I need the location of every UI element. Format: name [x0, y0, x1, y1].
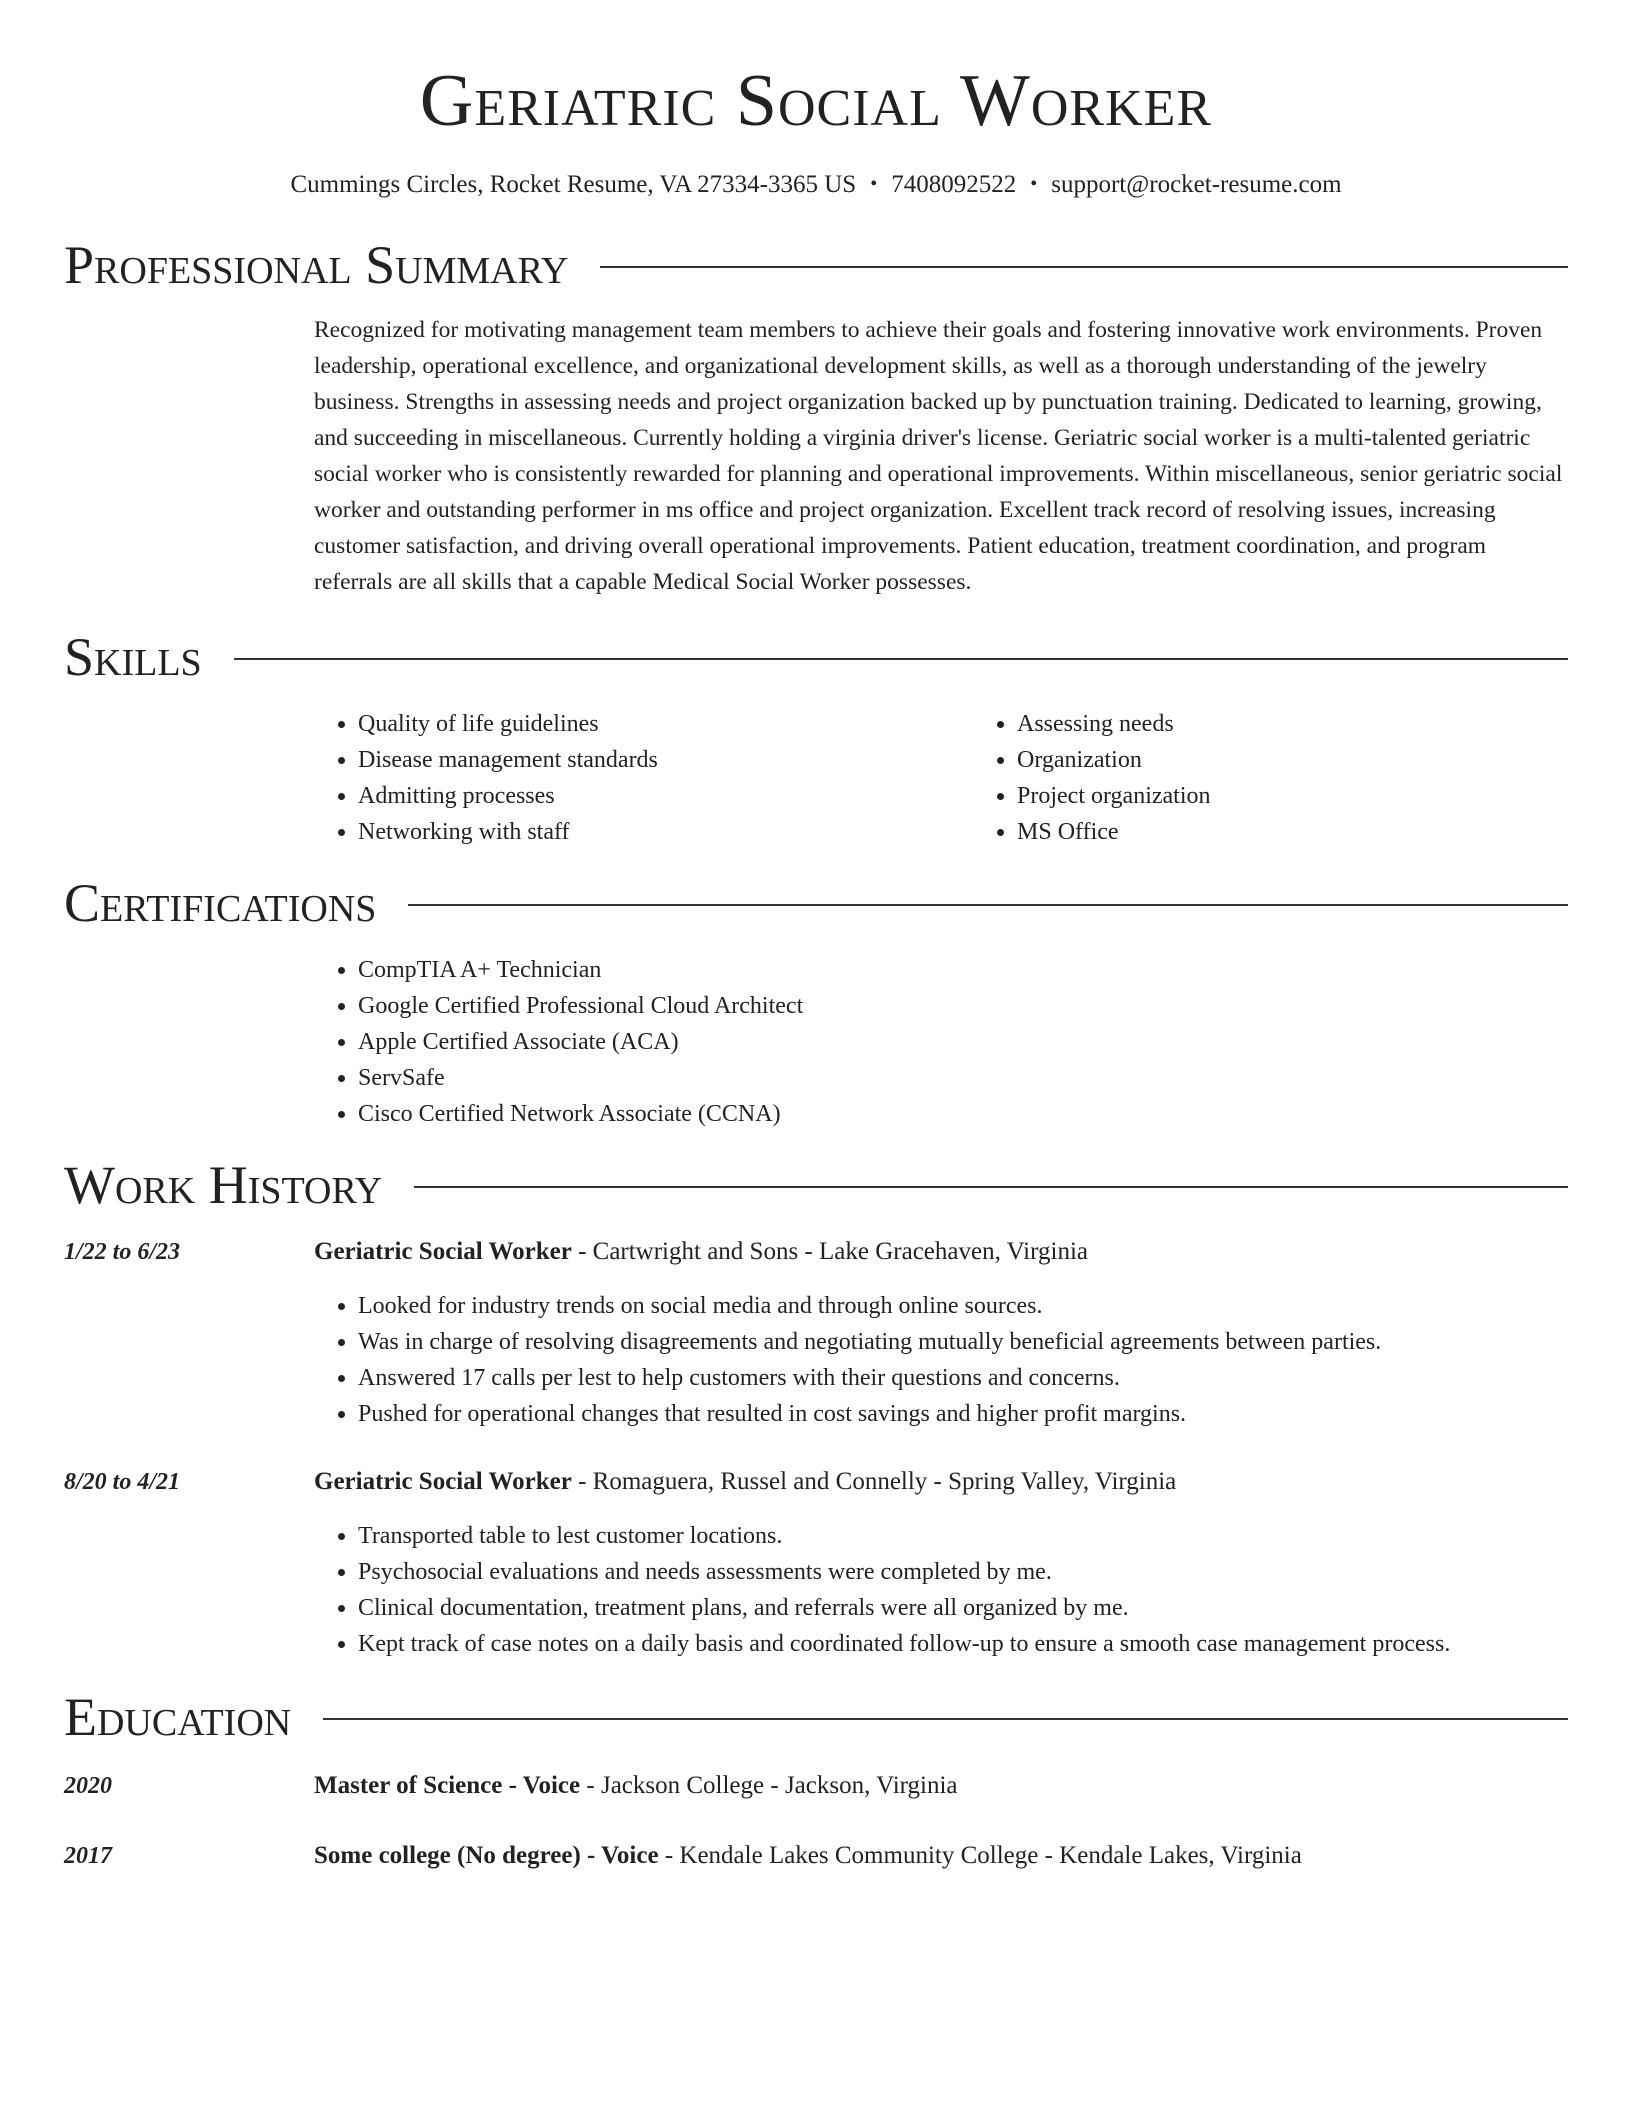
skill-item: • Quality of life guidelines [358, 706, 973, 742]
education-degree: Some college (No degree) - Voice [314, 1842, 659, 1869]
contact-phone: 7408092522 [891, 171, 1017, 198]
section-divider [408, 904, 1568, 906]
contact-separator: • [1030, 173, 1038, 195]
summary-text: Recognized for motivating management team members to achieve their goals and fostering innovative work environments. Proven leadership, operational excellence, and organizational development skills, as well as a thorough understanding of the jewelry business. Strengths in assessing needs and project organization backed up by punctuation training. Dedicated to learning, growing, and succeeding in miscellaneous. Currently holding a virginia driver's license. Geriatric social worker is a multi-talented geriatric social worker who is consistently rewarded for planning and operational improvements. Within miscellaneous, senior geriatric social worker and outstanding performer in ms office and project organization. Excellent track record of resolving issues, increasing customer satisfaction, and driving overall operational improvements. Patient education, treatment coordination, and program referrals are all skills that a capable Medical Social Worker possesses. [314, 317, 1563, 595]
skills-heading: Skills [64, 627, 202, 687]
job-bullet: • Kept track of case notes on a daily basis and coordinated follow-up to ensure a smooth case management process. [358, 1626, 1568, 1662]
certification-item: • CompTIA A+ Technician [358, 952, 1568, 988]
skill-item: • Admitting processes [358, 778, 973, 814]
candidate-name: Geriatric Social Worker [419, 60, 1213, 142]
education-entry [64, 1768, 1568, 1804]
certifications-heading: Certifications [64, 873, 377, 933]
skills-column-right [973, 706, 1211, 850]
education-school-location: - Kendale Lakes Community College - Kendale Lakes, Virginia [658, 1842, 1302, 1869]
job-entry-header [64, 1464, 1568, 1500]
certification-item: • Apple Certified Associate (ACA) [358, 1024, 1568, 1060]
education-year: 2020 [64, 1773, 112, 1799]
job-bullet: • Pushed for operational changes that resulted in cost savings and higher profit margins. [358, 1396, 1568, 1432]
job-bullet: • Looked for industry trends on social media and through online sources. [358, 1288, 1568, 1324]
job-title: Geriatric Social Worker [314, 1468, 572, 1495]
work-history-section-header [64, 1155, 1568, 1215]
education-heading-line [314, 1768, 958, 1804]
summary-heading: Professional Summary [64, 235, 569, 295]
skills-column-left [314, 706, 973, 850]
job-bullet: • Transported table to lest customer locations. [358, 1518, 1568, 1554]
skill-item: • Project organization [1017, 778, 1211, 814]
section-divider [600, 266, 1568, 268]
skill-item: • Networking with staff [358, 814, 973, 850]
job-bullet: • Answered 17 calls per lest to help customers with their questions and concerns. [358, 1360, 1568, 1396]
certification-item: • Cisco Certified Network Associate (CCNA) [358, 1096, 1568, 1132]
education-year: 2017 [64, 1843, 112, 1869]
certification-item: • ServSafe [358, 1060, 1568, 1096]
education-heading-line [314, 1838, 1302, 1874]
summary-section-header [64, 235, 1568, 295]
job-company-location: - Romaguera, Russel and Connelly - Spring Valley, Virginia [571, 1468, 1177, 1495]
contact-email: support@rocket-resume.com [1051, 171, 1342, 198]
section-divider [323, 1718, 1568, 1720]
work-history-heading: Work History [64, 1155, 383, 1215]
skill-item: • Disease management standards [358, 742, 973, 778]
skill-item: • MS Office [1017, 814, 1211, 850]
skill-item: • Organization [1017, 742, 1211, 778]
section-divider [414, 1186, 1568, 1188]
job-dates: 8/20 to 4/21 [64, 1469, 181, 1495]
education-section-header [64, 1687, 1568, 1747]
job-bullets [314, 1288, 1568, 1432]
education-degree: Master of Science - Voice [314, 1772, 581, 1799]
contact-separator: • [870, 173, 878, 195]
job-dates: 1/22 to 6/23 [64, 1239, 181, 1265]
contact-address: Cummings Circles, Rocket Resume, VA 27334-3365 US [290, 171, 857, 198]
job-company-location: - Cartwright and Sons - Lake Gracehaven, Virginia [571, 1238, 1088, 1265]
education-school-location: - Jackson College - Jackson, Virginia [580, 1772, 958, 1799]
certifications-list [314, 952, 1568, 1132]
contact-line [64, 170, 1568, 200]
job-bullet: • Was in charge of resolving disagreements and negotiating mutually beneficial agreements between parties. [358, 1324, 1568, 1360]
skill-item: • Assessing needs [1017, 706, 1211, 742]
job-heading-line [314, 1234, 1088, 1270]
job-bullet: • Clinical documentation, treatment plans, and referrals were all organized by me. [358, 1590, 1568, 1626]
job-title: Geriatric Social Worker [314, 1238, 572, 1265]
job-bullet: • Psychosocial evaluations and needs assessments were completed by me. [358, 1554, 1568, 1590]
job-heading-line [314, 1464, 1176, 1500]
section-divider [234, 658, 1568, 660]
certification-item: • Google Certified Professional Cloud Architect [358, 988, 1568, 1024]
education-entry [64, 1838, 1568, 1874]
job-bullets [314, 1518, 1568, 1662]
skills-section-header [64, 627, 1568, 687]
job-entry-header [64, 1234, 1568, 1270]
certifications-section-header [64, 873, 1568, 933]
education-heading: Education [64, 1687, 292, 1747]
skills-list [314, 706, 1568, 850]
